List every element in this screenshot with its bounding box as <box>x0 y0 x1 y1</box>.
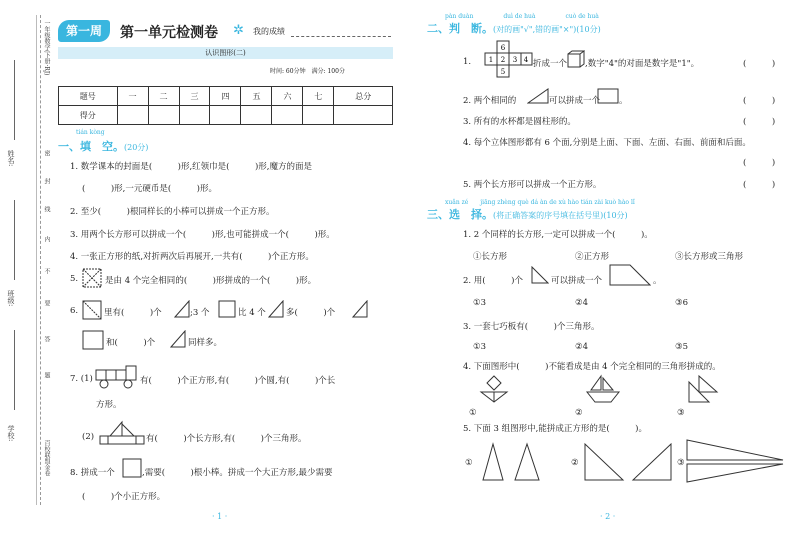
s2-q5: 5. 两个长方形可以拼成一个正方形。 <box>463 180 602 190</box>
trapezoid-icon <box>609 264 651 286</box>
s2-q3-answer[interactable]: ( ) <box>743 117 776 127</box>
footer-label: 百校联盟金卷 <box>43 440 50 476</box>
net-face: 1 <box>488 56 494 64</box>
s1-q8-part2: ( )个小正方形。 <box>82 492 166 502</box>
cut-mark: 内 <box>43 236 50 242</box>
s1-q5-num: 5. <box>70 274 79 284</box>
cross-square-figure <box>82 268 102 288</box>
score-cell[interactable] <box>241 106 272 125</box>
cut-mark: 答 <box>43 336 50 342</box>
s1-q7-part1: 有( )个正方形,有( )个圆,有( )个长 <box>140 376 336 386</box>
square-icon <box>122 458 142 478</box>
s1-q3: 3. 用两个长方形可以拼成一个( )形,也可能拼成一个( )形。 <box>70 230 335 240</box>
net-face: 2 <box>500 56 506 64</box>
square-icon <box>82 330 104 350</box>
triangle-icon <box>268 300 284 318</box>
s3-q3-opt[interactable]: ①3 <box>473 342 487 352</box>
s1-q6-part1: 里有( )个 <box>104 308 162 318</box>
square-icon <box>218 300 236 318</box>
step-figure <box>687 374 719 404</box>
cut-mark: 题 <box>43 372 50 378</box>
score-header-cell: 六 <box>272 87 303 106</box>
s1-q6-part4: 多( )个 <box>286 308 336 318</box>
truck-figure <box>94 364 140 390</box>
score-header-cell: 总分 <box>334 87 393 106</box>
s3-q3-opt[interactable]: ②4 <box>575 342 589 352</box>
school-label: 学校: <box>7 425 15 442</box>
star-icon: ✲ <box>233 23 244 38</box>
s2-q2-part3: 。 <box>619 96 628 106</box>
s3-q1-opt[interactable]: ②正方形 <box>575 252 610 262</box>
cut-mark: 不 <box>43 268 50 274</box>
score-header-cell: 五 <box>241 87 272 106</box>
net-face: 4 <box>523 56 529 64</box>
s2-q4-answer[interactable]: ( ) <box>743 158 776 168</box>
s1-q1-line2: ( )形,一元硬币是( )形。 <box>82 184 217 194</box>
score-header-cell: 四 <box>210 87 241 106</box>
s3-q3: 3. 一套七巧板有( )个三角形。 <box>463 322 600 332</box>
net-face: 3 <box>512 56 518 64</box>
s3-q4-opt[interactable]: ② <box>575 408 583 418</box>
subtitle-bar: 认识图形(二) <box>58 47 393 59</box>
cut-mark: 要 <box>43 300 50 306</box>
score-cell[interactable] <box>179 106 210 125</box>
s3-q2-part3: 。 <box>653 276 662 286</box>
s1-q6-part5: 和( )个 <box>106 338 156 348</box>
score-cell[interactable] <box>117 106 148 125</box>
series-label: 一年级数学(下册·RJ) <box>43 20 50 76</box>
score-cell[interactable] <box>303 106 334 125</box>
triangle-icon <box>527 88 549 104</box>
s2-q2-answer[interactable]: ( ) <box>743 96 776 106</box>
s3-q2-part2: 可以拼成一个 <box>551 276 603 286</box>
s3-q5-opt[interactable]: ① <box>465 458 473 468</box>
s3-q4-opt[interactable]: ③ <box>677 408 685 418</box>
score-label: 我的成绩 <box>253 27 285 36</box>
cut-mark: 线 <box>43 206 50 212</box>
score-header-cell: 七 <box>303 87 334 106</box>
s1-q6-part3: 比 4 个 <box>238 308 266 318</box>
s2-q4: 4. 每个立体图形都有 6 个面,分别是上面、下面、左面、右面、前面和后面。 <box>463 138 751 148</box>
s3-q5: 5. 下面 3 组图形中,能拼成正方形的是( )。 <box>463 424 647 434</box>
s2-q1-num: 1. <box>463 57 472 67</box>
triangle-icon <box>352 300 368 318</box>
two-triangles-figure <box>477 440 547 484</box>
s2-q1-part2: ,数字"4"的对面是数字是"1"。 <box>585 59 700 69</box>
section3-pinyin: xuǎn zé jiāng zhèng què dá àn de xù hào tián zài kuò hào lǐ <box>445 199 635 206</box>
s3-q1: 1. 2 个同样的长方形,一定可以拼成一个( )。 <box>463 230 653 240</box>
score-cell[interactable] <box>148 106 179 125</box>
cut-mark: 密 <box>43 150 50 156</box>
score-table <box>58 86 393 125</box>
s2-q1: 折成一个 <box>533 59 568 69</box>
score-header-cell: 二 <box>148 87 179 106</box>
name-label: 姓名: <box>7 150 15 167</box>
s3-q4: 4. 下面图形中( )不能看成是由 4 个完全相同的三角形拼成的。 <box>463 362 721 372</box>
page-header <box>58 20 393 42</box>
s1-q7-2: 有( )个长方形,有( )个三角形。 <box>146 434 307 444</box>
s3-q2-opt[interactable]: ①3 <box>473 298 487 308</box>
right-page <box>405 0 800 535</box>
s3-q3-opt[interactable]: ③5 <box>675 342 689 352</box>
s2-q2: 2. 两个相同的 <box>463 96 517 106</box>
right-triangles-figure <box>583 440 675 484</box>
score-cell[interactable] <box>210 106 241 125</box>
s3-q1-opt[interactable]: ①长方形 <box>473 252 508 262</box>
triangle-icon <box>170 330 186 348</box>
s1-q6-num: 6. <box>70 306 79 316</box>
s1-q2: 2. 至少( )根同样长的小棒可以拼成一个正方形。 <box>70 207 275 217</box>
diamond-figure <box>479 374 509 404</box>
page-title: 第一单元检测卷 <box>120 25 218 41</box>
triangle-icon <box>174 300 190 318</box>
s3-q2: 2. 用( )个 <box>463 276 523 286</box>
net-face: 5 <box>500 68 506 76</box>
section3-title: xuǎn zé jiāng zhèng què dá àn de xù hào tián zài kuò hào lǐ 三、选 择。(将正确答案的序号填在括号里)(10分) <box>427 199 635 221</box>
cube-icon <box>567 50 585 68</box>
s1-q7-2-num: (2) <box>82 432 95 442</box>
score-input-line[interactable] <box>291 36 391 37</box>
week-badge: 第一周 <box>58 20 110 42</box>
section1-pinyin: tián kòng <box>76 129 105 136</box>
s2-q5-answer[interactable]: ( ) <box>743 180 776 190</box>
page-number-left: · 1 · <box>212 512 228 521</box>
s3-q5-opt[interactable]: ③ <box>677 458 685 468</box>
s3-q4-opt[interactable]: ① <box>469 408 477 418</box>
rectangle-icon <box>597 88 619 104</box>
split-square-figure <box>82 300 102 320</box>
class-label: 班级: <box>7 290 15 307</box>
thin-triangles-figure <box>685 438 785 484</box>
score-cell[interactable] <box>272 106 303 125</box>
score-row <box>59 106 393 125</box>
section1-title: tián kòng 一、填 空。(20分) <box>58 129 149 153</box>
page-number-right: · 2 · <box>600 512 616 521</box>
exam-meta: 时间: 60分钟 满分: 100分 <box>270 68 345 75</box>
s3-q2-opt[interactable]: ③6 <box>675 298 689 308</box>
s3-q1-opt[interactable]: ③长方形或三角形 <box>675 252 744 262</box>
score-header-cell: 一 <box>117 87 148 106</box>
s1-q6-part2: ;3 个 <box>190 308 210 318</box>
section2-pinyin: pàn duàn duì de huà cuò de huà <box>445 13 599 20</box>
s2-q3: 3. 所有的水杯都是圆柱形的。 <box>463 117 576 127</box>
s1-q1-line1: 1. 数学课本的封面是( )形,红领巾是( )形,魔方的面是 <box>70 162 312 172</box>
s1-q7-num: 7. (1) <box>70 374 93 384</box>
s3-q5-opt[interactable]: ② <box>571 458 579 468</box>
s2-q1-answer[interactable]: ( ) <box>743 59 776 69</box>
s2-q2-part2: 可以拼成一个 <box>549 96 601 106</box>
boat-shape-figure <box>585 374 621 404</box>
section2-title: pàn duàn duì de huà cuò de huà 二、判 断。(对的画"√",错的画"×")(10分) <box>427 13 601 35</box>
cube-net-figure <box>475 40 533 78</box>
net-face: 6 <box>500 44 506 52</box>
s1-q6-part6: 同样多。 <box>188 338 223 348</box>
s1-q4: 4. 一张正方形的纸,对折两次后再展开,一共有( )个正方形。 <box>70 252 314 262</box>
cut-mark: 封 <box>43 178 50 184</box>
s1-q7-part2: 方形。 <box>96 400 122 410</box>
boat-figure <box>98 420 146 446</box>
score-header-cell: 三 <box>179 87 210 106</box>
score-row-label: 得分 <box>59 106 118 125</box>
binding-strip <box>0 0 50 535</box>
s1-q8-num: 8. 拼成一个 <box>70 468 115 478</box>
score-header-cell: 题号 <box>59 87 118 106</box>
s1-q8-part1: ,需要( )根小棒。拼成一个大正方形,最少需要 <box>142 468 333 478</box>
s1-q5: 是由 4 个完全相同的( )形拼成的一个( )形。 <box>105 276 317 286</box>
score-cell[interactable] <box>334 106 393 125</box>
triangle-icon <box>531 266 549 284</box>
score-header-row <box>59 87 393 106</box>
s3-q2-opt[interactable]: ②4 <box>575 298 589 308</box>
